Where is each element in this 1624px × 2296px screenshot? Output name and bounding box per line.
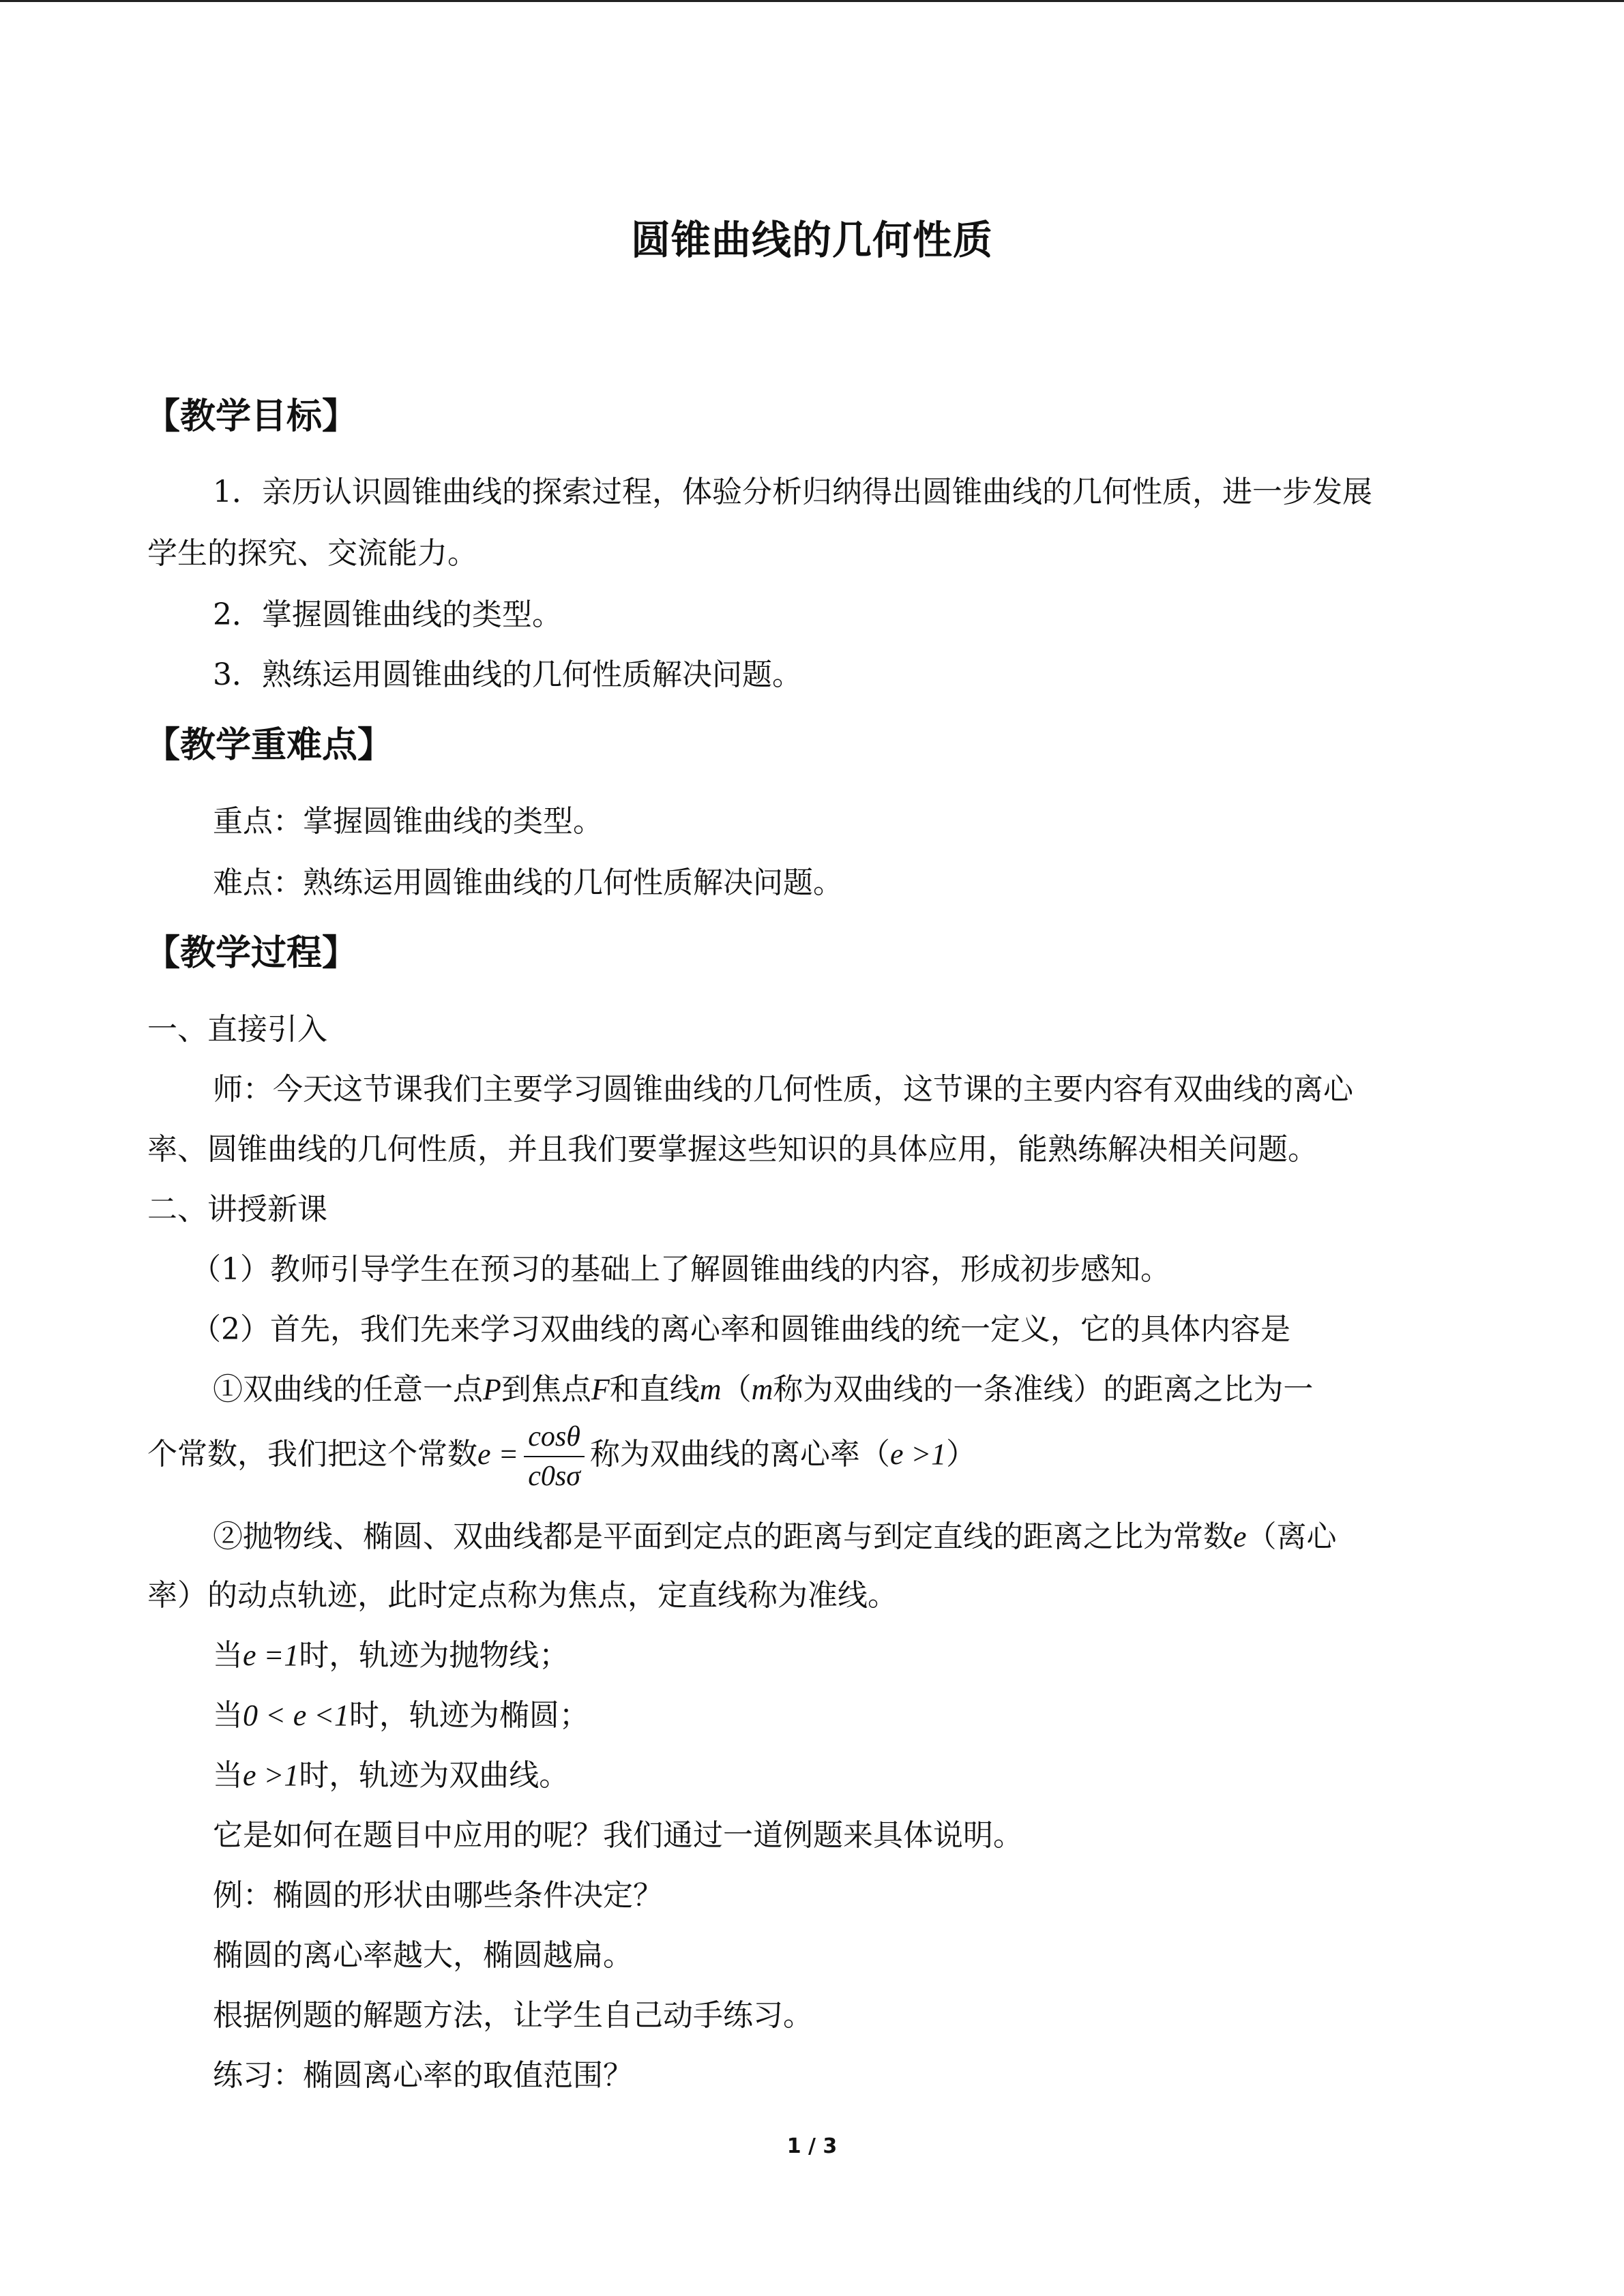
definition-1-line-2 (147, 1417, 976, 1494)
case1-math: e =1 (243, 1639, 299, 1672)
case1-prefix: 当 (213, 1638, 243, 1673)
def1-line2-text-b: 称为双曲线的离心率（ (589, 1437, 890, 1472)
case-parabola (213, 1635, 569, 1676)
eccentricity-condition: e >1 (889, 1437, 947, 1471)
definition-1-line-1 (213, 1369, 1313, 1410)
case3-suffix: 时，轨迹为双曲线。 (299, 1758, 570, 1793)
def1-line2-text-a: 个常数，我们把这个常数 (147, 1437, 477, 1472)
fraction-denominator: c0sσ (528, 1460, 580, 1492)
case3-prefix: 当 (213, 1758, 243, 1793)
focus-f: F (591, 1373, 610, 1406)
case2-prefix: 当 (213, 1698, 243, 1733)
example-answer: 椭圆的离心率越大，椭圆越扁。 (213, 1938, 633, 1973)
section-heading-objectives: 【教学目标】 (145, 396, 358, 437)
example-question: 例：椭圆的形状由哪些条件决定？ (213, 1878, 663, 1913)
application-intro: 它是如何在题目中应用的呢？我们通过一道例题来具体说明。 (213, 1818, 1023, 1853)
page-number: 1 / 3 (786, 2134, 838, 2158)
section-heading-process: 【教学过程】 (145, 933, 358, 974)
practice-question: 练习：椭圆离心率的取值范围？ (213, 2058, 633, 2093)
def2-text-a: ②抛物线、椭圆、双曲线都是平面到定点的距离与到定直线的距离之比为常数 (213, 1519, 1233, 1554)
definition-2-line-2: 率）的动点轨迹，此时定点称为焦点，定直线称为准线。 (147, 1578, 898, 1613)
def1-text-c: 和直线 (609, 1372, 700, 1407)
fraction-numerator: cosθ (524, 1419, 585, 1457)
teacher-line-2: 率、圆锥曲线的几何性质，并且我们要掌握这些知识的具体应用，能熟练解决相关问题。 (147, 1132, 1318, 1167)
eccentricity-fraction (524, 1419, 585, 1494)
step-2: （2）首先，我们先来学习双曲线的离心率和圆锥曲线的统一定义，它的具体内容是 (191, 1312, 1290, 1347)
step-1: （1）教师引导学生在预习的基础上了解圆锥曲线的内容，形成初步感知。 (191, 1252, 1170, 1287)
section-heading-key-points: 【教学重难点】 (145, 725, 394, 766)
def1-text-d: （ (721, 1372, 752, 1407)
key-point-focus: 重点：掌握圆锥曲线的类型。 (213, 804, 603, 839)
def1-text-b: 到焦点 (501, 1372, 591, 1407)
process-part-1-title: 一、直接引入 (147, 1012, 327, 1047)
objective-1-line-2: 学生的探究、交流能力。 (147, 536, 477, 571)
eccentricity-equals: e = (477, 1437, 519, 1471)
objective-1-line-1: 1．亲历认识圆锥曲线的探索过程，体验分析归纳得出圆锥曲线的几何性质，进一步发展 (213, 475, 1372, 509)
case-hyperbola (213, 1755, 569, 1796)
line-m: m (699, 1373, 722, 1406)
objective-2: 2．掌握圆锥曲线的类型。 (213, 597, 562, 632)
point-p: P (483, 1373, 501, 1406)
objective-3: 3．熟练运用圆锥曲线的几何性质解决问题。 (213, 657, 802, 692)
definition-2-line-1 (213, 1517, 1337, 1557)
case-ellipse (213, 1695, 589, 1736)
def2-text-b: （离心 (1246, 1519, 1337, 1554)
case1-suffix: 时，轨迹为抛物线； (299, 1638, 570, 1673)
process-part-2-title: 二、讲授新课 (147, 1192, 327, 1227)
case3-math: e >1 (243, 1759, 299, 1792)
def1-text-e: 称为双曲线的一条准线）的距离之比为一 (773, 1372, 1314, 1407)
practice-intro: 根据例题的解题方法，让学生自己动手练习。 (213, 1998, 813, 2033)
line-m-2: m (751, 1373, 773, 1406)
key-point-difficulty: 难点：熟练运用圆锥曲线的几何性质解决问题。 (213, 865, 843, 900)
def1-text-a: ①双曲线的任意一点 (213, 1372, 483, 1407)
case2-math: 0 < e <1 (243, 1699, 349, 1732)
page-title: 圆锥曲线的几何性质 (630, 217, 993, 263)
def1-line2-text-c: ） (946, 1437, 977, 1472)
teacher-line-1: 师：今天这节课我们主要学习圆锥曲线的几何性质，这节课的主要内容有双曲线的离心 (213, 1072, 1353, 1107)
case2-suffix: 时，轨迹为椭圆； (349, 1698, 589, 1733)
constant-e: e (1233, 1520, 1247, 1553)
